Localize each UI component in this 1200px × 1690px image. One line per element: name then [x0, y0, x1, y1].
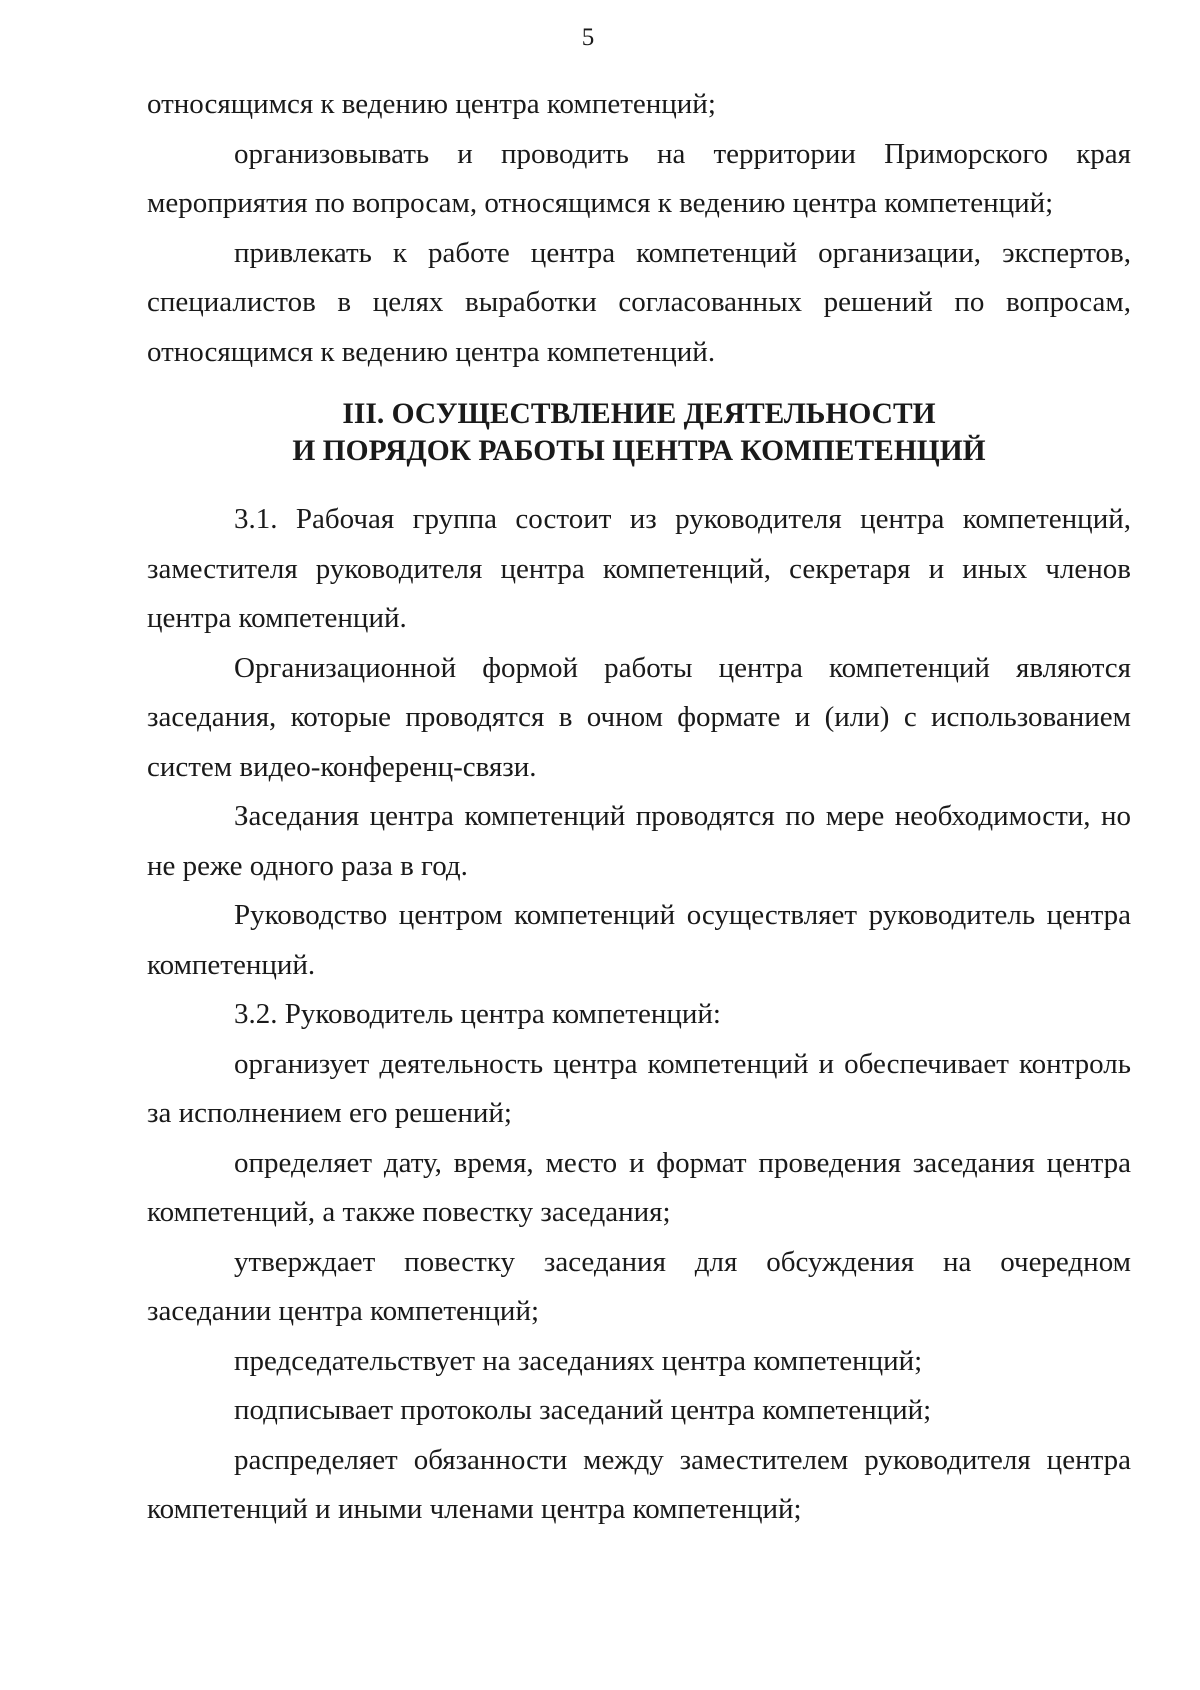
- document-body: [147, 80, 1131, 1535]
- paragraph: относящимся к ведению центра компетенций;: [147, 88, 716, 120]
- paragraph: Организационной формой работы центра компетенций являются заседания, которые проводятся в очном формате и (или) с использованием систем видео-конференц-связи.: [147, 651, 1131, 783]
- section-heading: [147, 396, 1131, 470]
- paragraph: председательствует на заседаниях центра компетенций;: [234, 1344, 923, 1377]
- page-number: 5: [581, 24, 595, 51]
- section-heading-line-2: И ПОРЯДОК РАБОТЫ ЦЕНТРА КОМПЕТЕНЦИЙ: [292, 435, 986, 467]
- paragraph: 3.2. Руководитель центра компетенций:: [234, 998, 721, 1030]
- paragraph: утверждает повестку заседания для обсуждения на очередном заседании центра компетенций;: [147, 1245, 1131, 1327]
- paragraph: Руководство центром компетенций осуществляет руководитель центра компетенций.: [147, 899, 1131, 981]
- paragraph: 3.1. Рабочая группа состоит из руководителя центра компетенций, заместителя руководителя центра компетенций, секретаря и иных членов центра компетенций.: [147, 503, 1131, 634]
- paragraph: определяет дату, время, место и формат проведения заседания центра компетенций, а также повестку заседания;: [147, 1146, 1131, 1228]
- paragraph: распределяет обязанности между заместителем руководителя центра компетенций и иными членами центра компетенций;: [147, 1443, 1131, 1525]
- paragraph: организовывать и проводить на территории Приморского края мероприятия по вопросам, относящимся к ведению центра компетенций;: [147, 137, 1131, 219]
- section-heading-line-1: III. ОСУЩЕСТВЛЕНИЕ ДЕЯТЕЛЬНОСТИ: [342, 398, 936, 430]
- paragraph: Заседания центра компетенций проводятся по мере необходимости, но не реже одного раза в год.: [147, 800, 1131, 882]
- paragraph: привлекать к работе центра компетенций организации, экспертов, специалистов в целях выработки согласованных решений по вопросам, относящимся к ведению центра компетенций.: [147, 236, 1131, 368]
- paragraph: подписывает протоколы заседаний центра компетенций;: [234, 1394, 932, 1426]
- paragraph: организует деятельность центра компетенций и обеспечивает контроль за исполнением его решений;: [147, 1047, 1131, 1129]
